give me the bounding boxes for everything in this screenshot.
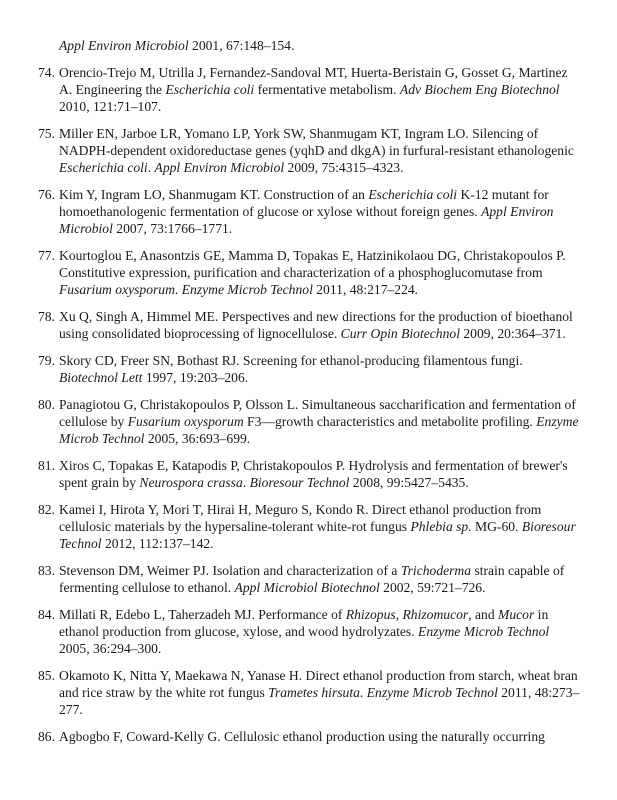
reference-text: 2012, 112:137–142. xyxy=(101,536,214,551)
reference-text: 2009, 20:364–371. xyxy=(459,326,566,341)
reference-item xyxy=(36,125,596,176)
italic-text: Escherichia coli xyxy=(59,160,148,175)
reference-body xyxy=(59,186,581,237)
reference-number: 82. xyxy=(38,502,55,517)
reference-number: 78. xyxy=(38,309,55,324)
reference-number: 77. xyxy=(38,248,55,263)
reference-number: 86. xyxy=(38,729,55,744)
reference-number: 76. xyxy=(38,187,55,202)
italic-text: Adv Biochem Eng Biotechnol xyxy=(399,82,560,97)
reference-body xyxy=(59,396,581,447)
reference-text: , and xyxy=(468,607,499,622)
reference-number: 75. xyxy=(38,126,55,141)
italic-text: Phlebia sp. xyxy=(410,519,472,534)
reference-text: Kamei I, Hirota Y, Mori T, Hirai H, Meguro S, Kondo R. Direct ethanol production from cellulosic materials by the hypersaline-tolerant white-rot fungus xyxy=(59,502,542,534)
reference-text: Okamoto K, Nitta Y, Maekawa N, Yanase H. Direct ethanol production from starch, wheat bran and rice straw by the white rot fungus xyxy=(59,668,578,700)
italic-text: Trichoderma xyxy=(400,563,472,578)
reference-text: . xyxy=(147,160,155,175)
italic-text: Trametes hirsuta xyxy=(268,685,360,700)
reference-number: 84. xyxy=(38,607,55,622)
reference-text: 2005, 36:693–699. xyxy=(144,431,251,446)
reference-item xyxy=(36,728,596,745)
reference-number: 81. xyxy=(38,458,55,473)
reference-text: Orencio-Trejo M, Utrilla J, Fernandez-Sandoval MT, Huerta-Beristain G, Gosset G, Martinez A. Engineering the xyxy=(59,65,568,97)
reference-text: Xu Q, Singh A, Himmel ME. Perspectives and new directions for the production of bioethanol using consolidated bioprocessing of lignocellulose. xyxy=(59,309,573,341)
reference-text: 2008, 99:5427–5435. xyxy=(349,475,469,490)
reference-text: MG-60. xyxy=(471,519,522,534)
reference-text: Skory CD, Freer SN, Bothast RJ. Screening for ethanol-producing filamentous fungi. xyxy=(59,353,523,368)
italic-text: Fusarium oxysporum xyxy=(127,414,244,429)
reference-text: Panagiotou G, Christakopoulos P, Olsson L. Simultaneous saccharification and fermentation of cellulose by xyxy=(59,397,576,429)
reference-number: 83. xyxy=(38,563,55,578)
italic-text: Escherichia coli xyxy=(165,82,255,97)
reference-text: 2005, 36:294–300. xyxy=(59,641,162,656)
italic-text: Rhizopus xyxy=(345,607,396,622)
reference-body xyxy=(59,562,581,596)
reference-body xyxy=(59,501,581,552)
italic-text: Bioresour Technol xyxy=(59,519,576,551)
reference-number: 79. xyxy=(38,353,55,368)
reference-text: . xyxy=(242,475,250,490)
reference-text: 2011, 48:273–277. xyxy=(59,685,580,717)
reference-body xyxy=(59,457,581,491)
reference-item xyxy=(36,562,596,596)
reference-text: Stevenson DM, Weimer PJ. Isolation and characterization of a xyxy=(59,563,401,578)
italic-text: Fusarium oxysporum xyxy=(59,282,175,297)
reference-number: 80. xyxy=(38,397,55,412)
reference-text: strain capable of fermenting cellulose to ethanol. xyxy=(59,563,565,595)
reference-item xyxy=(36,64,596,115)
reference-text: Xiros C, Topakas E, Katapodis P, Christakopoulos P. Hydrolysis and fermentation of brewer's spent grain by xyxy=(59,458,568,490)
italic-text: Enzyme Microb Technol xyxy=(181,282,313,297)
reference-text: F3—growth characteristics and metabolite profiling. xyxy=(243,414,537,429)
italic-text: Enzyme Microb Technol xyxy=(366,685,498,700)
reference-text: 2007, 73:1766–1771. xyxy=(112,221,233,236)
italic-text: Appl Microbiol Biotechnol xyxy=(234,580,380,595)
reference-text: fermentative metabolism. xyxy=(254,82,400,97)
reference-text: 2011, 48:217–224. xyxy=(312,282,419,297)
reference-text: 2001, 67:148–154. xyxy=(188,38,295,53)
reference-list xyxy=(36,64,596,755)
reference-body xyxy=(59,606,581,657)
reference-number: 74. xyxy=(38,65,55,80)
italic-text: Rhizomucor xyxy=(402,607,469,622)
italic-text: Mucor xyxy=(498,607,535,622)
reference-body xyxy=(59,64,581,115)
reference-number: 85. xyxy=(38,668,55,683)
reference-item xyxy=(36,186,596,237)
italic-text: Bioresour Technol xyxy=(249,475,350,490)
italic-text: Appl Environ Microbiol xyxy=(154,160,285,175)
reference-item xyxy=(36,457,596,491)
italic-text: Enzyme Microb Technol xyxy=(418,624,550,639)
reference-body xyxy=(59,308,581,342)
italic-text: Appl Environ Microbiol xyxy=(59,38,189,53)
reference-body xyxy=(59,125,581,176)
reference-text: 2002, 59:721–726. xyxy=(379,580,486,595)
reference-body xyxy=(59,352,581,386)
reference-continuation xyxy=(59,37,579,54)
reference-body xyxy=(59,728,581,745)
italic-text: Curr Opin Biotechnol xyxy=(340,326,460,341)
reference-text: Agbogbo F, Coward-Kelly G. Cellulosic ethanol production using the naturally occurring xyxy=(59,729,545,744)
reference-text: , xyxy=(395,607,403,622)
document-page xyxy=(36,0,617,800)
reference-body xyxy=(59,667,581,718)
italic-text: Appl Environ Microbiol xyxy=(59,204,554,236)
italic-text: Biotechnol Lett xyxy=(59,370,143,385)
reference-body xyxy=(59,247,581,298)
reference-text: Millati R, Edebo L, Taherzadeh MJ. Performance of xyxy=(59,607,346,622)
reference-text: . xyxy=(359,685,367,700)
reference-text: Miller EN, Jarboe LR, Yomano LP, York SW, Shanmugam KT, Ingram LO. Silencing of NADPH-dependent oxidoreductase genes (yqhD and dkgA) in furfural-resistant ethanologenic xyxy=(59,126,574,158)
reference-item xyxy=(36,247,596,298)
reference-item xyxy=(36,606,596,657)
reference-text: Kourtoglou E, Anasontzis GE, Mamma D, Topakas E, Hatzinikolaou DG, Christakopoulos P. Constitutive expression, purification and characterization of a phosphoglucomutase from xyxy=(59,248,566,280)
reference-text: . xyxy=(174,282,182,297)
reference-text: 2009, 75:4315–4323. xyxy=(284,160,404,175)
reference-text: in ethanol production from glucose, xylose, and wood hydrolyzates. xyxy=(59,607,549,639)
reference-item xyxy=(36,308,596,342)
italic-text: Escherichia coli xyxy=(368,187,458,202)
reference-item xyxy=(36,396,596,447)
reference-item xyxy=(36,501,596,552)
reference-item xyxy=(36,667,596,718)
reference-text: 1997, 19:203–206. xyxy=(142,370,249,385)
reference-text: 2010, 121:71–107. xyxy=(59,99,162,114)
italic-text: Neurospora crassa xyxy=(139,475,243,490)
reference-text: K-12 mutant for homoethanologenic fermentation of glucose or xylose without foreign genes. xyxy=(59,187,549,219)
reference-item xyxy=(36,352,596,386)
italic-text: Enzyme Microb Technol xyxy=(59,414,579,446)
reference-text: Kim Y, Ingram LO, Shanmugam KT. Construction of an xyxy=(59,187,369,202)
